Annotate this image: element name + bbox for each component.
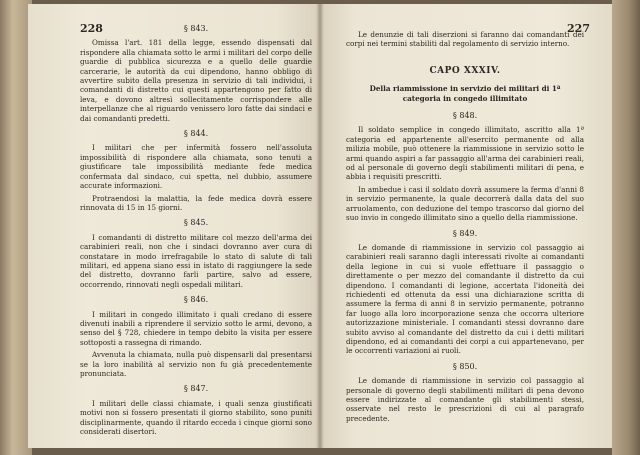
paragraph: Omissa l'art. 181 della legge, essendo dispensati dal rispondere alla chiamata sotto le armi i militari del corpo delle guardie di pubblica sicurezza e a quello delle guardie carcerarie, le autorità da cui dipendono, hanno obbligo di avvertire subito della presenza in servizio di tali individui, i comandanti di distretto cui questi appartengono per fatto di leva, e dovono altresì sollecitamente corrispondere alle interpellanze che al riguardo venissero loro fatte dai sindaci e dai comandanti predetti. <box>80 38 312 123</box>
page-number-left: 228 <box>80 22 103 35</box>
section-heading: § 850. <box>452 361 478 371</box>
chapter-title: Della riammissione in servizio dei militari di 1ª categoria in congedo illimitato <box>369 84 561 103</box>
section-heading: § 844. <box>183 129 209 139</box>
section-heading: § 848. <box>452 111 478 121</box>
section-heading: § 843. <box>183 24 209 33</box>
left-page-text <box>80 18 312 439</box>
book-edge-right <box>612 0 640 455</box>
paragraph: Le domande di riammissione in servizio col passaggio ai carabinieri reali saranno dagli interessati rivolte ai comandanti della legione in cui si vuole effettuare il passaggio o direttamente o per mezzo del comandante il distretto da cui dipendono. I comandanti di legione, accertata l'idoneità dei richiedenti ed ottenuta da essi una dichiarazione scritta di assumere la ferma di anni 8 in servizio permanente, potranno far luogo alla loro incorporazione senza che occorra ulteriore autorizzazione ministeriale. I comandanti stessi dovranno dare subito avviso al comandante del distretto da cui i detti militari dipendono, ed ai comandanti dei corpi a cui appartenevano, per le occorrenti variazioni ai ruoli. <box>346 242 584 356</box>
section-heading: § 847. <box>183 384 209 394</box>
paragraph: Le domande di riammissione in servizio col passaggio al personale di governo degli stabilimenti militari di pena devono essere indirizzate al comandante gli stabilimenti stessi, osservate nel resto le prescrizioni di cui al paragrafo precedente. <box>346 376 584 423</box>
paragraph: Protraendosi la malattia, la fede medica dovrà essere rinnovata di 15 in 15 giorni. <box>80 193 312 212</box>
paragraph: Il soldato semplice in congedo illimitato, ascritto alla 1ª categoria ed appartenente all'esercito permanente od alla milizia mobile, può ottenere la riammissione in servizio sotto le armi quando aspiri a far passaggio all'arma dei carabinieri reali, od al personale di governo degli stabilimenti militari di pena, e abbia i requisiti prescritti. <box>346 125 584 182</box>
paragraph: Avvenuta la chiamata, nulla può dispensarli dal presentarsi se la loro inabilità al servizio non fu già precedentemente pronunciata. <box>80 350 312 378</box>
right-page <box>320 4 612 448</box>
paragraph: In ambedue i casi il soldato dovrà assumere la ferma d'anni 8 in servizio permanente, la quale decorrerà dalla data del suo arruolamento, con deduzione del tempo trascorso dal giorno del suo invio in congedo illimitato sino a quello della riammissione. <box>346 184 584 223</box>
paragraph: I militari che per infermità fossero nell'assoluta impossibilità di rispondere alla chiamata, sono tenuti a giustificare tale impossibilità mediante fede medica confermata dal sindaco, cui spetta, nel dubbio, assumere accurate informazioni. <box>80 143 312 191</box>
paragraph: I comandanti di distretto militare col mezzo dell'arma dei carabinieri reali, non che i sindaci dovranno aver cura di constatare in modo irrefragabile lo stato di salute di tali militari, ed appena siano essi in istato di raggiungere la sede del distretto, dovranno farli partire, salvo ad essere, occorrendo, rinnovati negli ospedali militari. <box>80 232 312 289</box>
book-gutter <box>316 4 324 448</box>
section-heading: § 849. <box>452 228 478 238</box>
chapter-heading: CAPO XXXIV. <box>429 65 501 76</box>
page-number-right: 227 <box>567 22 590 35</box>
paragraph: I militari in congedo illimitato i quali credano di essere divenuti inabili a riprendere il servizio sotto le armi, devono, a senso del § 728, chiedere in tempo debito la visita per essere sottoposti a rassegna di rimando. <box>80 309 312 347</box>
paragraph: I militari delle classi chiamate, i quali senza giustificati motivi non si fossero presentati il giorno stabilito, sono puniti disciplinarmente, quando il ritardo ecceda i cinque giorni sono considerati disertori. <box>80 398 312 437</box>
paragraph: Le denunzie di tali diserzioni si faranno dai comandanti dei corpi nei termini stabiliti dal regolamento di servizio interno. <box>346 30 584 49</box>
section-heading: § 846. <box>183 295 209 305</box>
section-heading: § 845. <box>183 218 209 228</box>
left-page <box>28 4 320 448</box>
right-page-text <box>346 18 584 426</box>
